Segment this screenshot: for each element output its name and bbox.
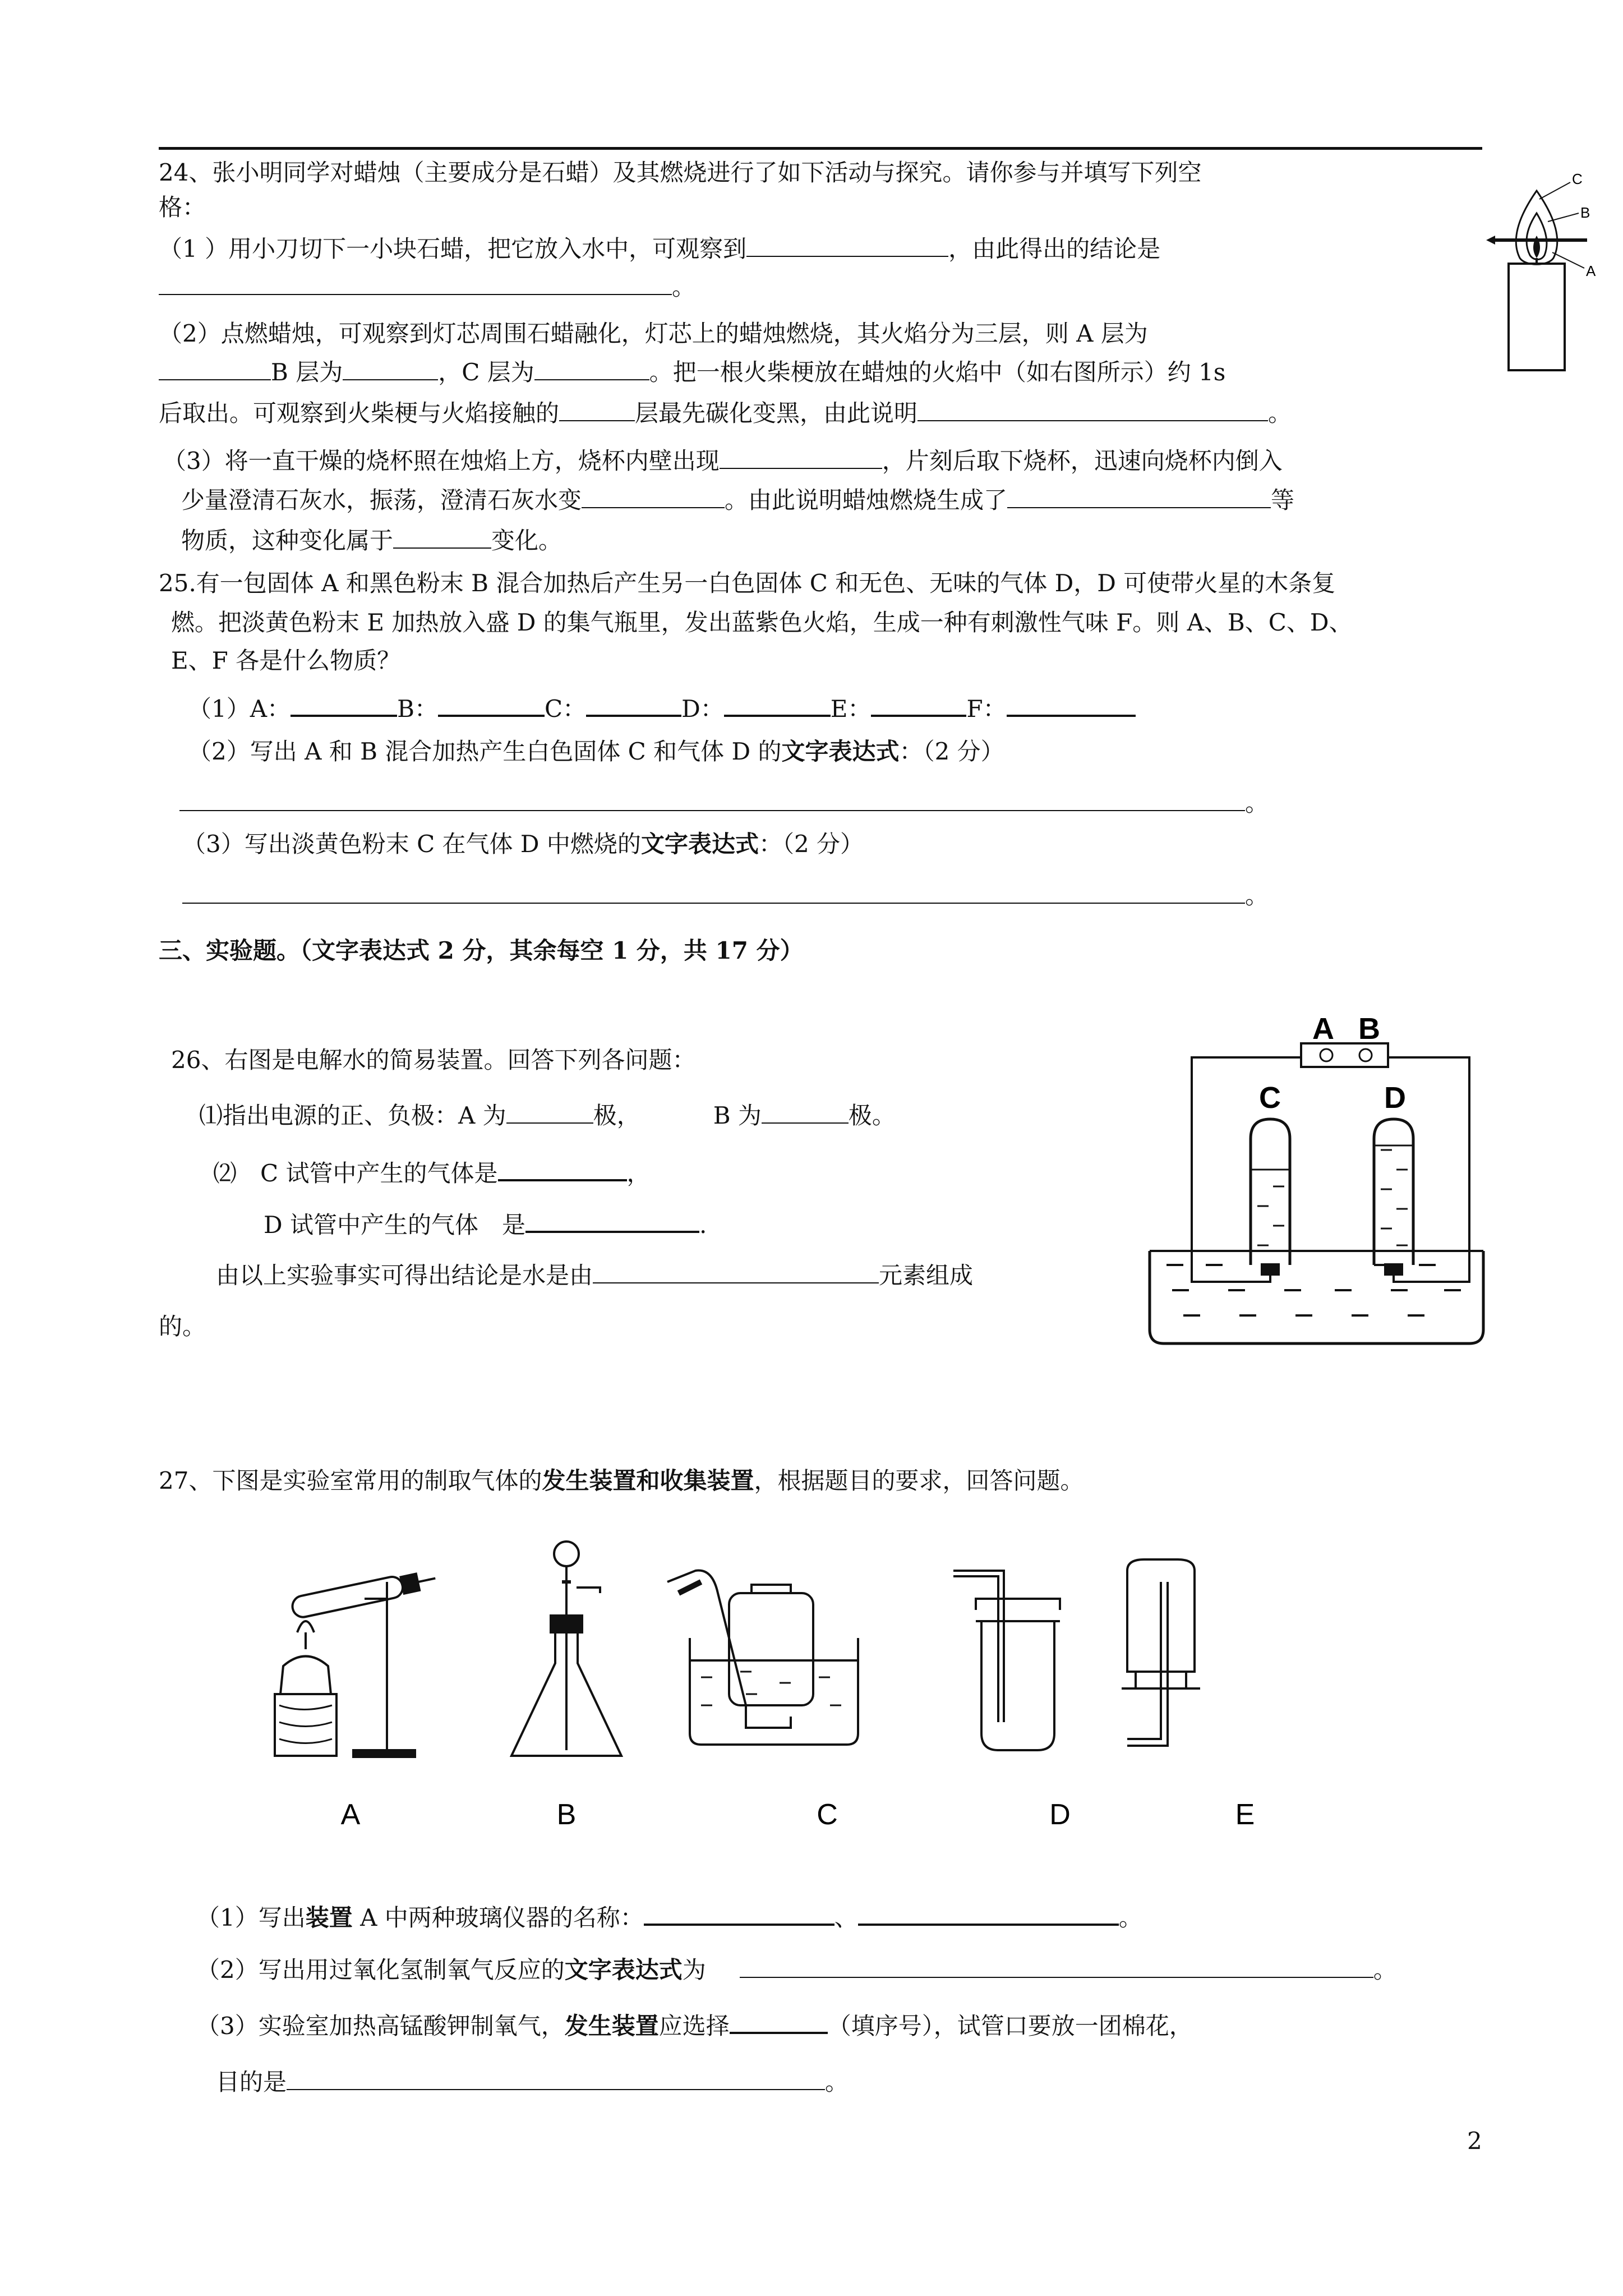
apparatus-a — [275, 1568, 437, 1757]
header-rule — [159, 147, 1482, 150]
q26-part2: ⑵ C 试管中产生的气体是 ， — [213, 1154, 651, 1190]
collecting-bottle-d — [981, 1621, 1054, 1750]
q24-part3-line2: 少量澄清石灰水，振荡，澄清石灰水变 。由此说明蜡烛燃烧生成了 等 — [181, 482, 1294, 517]
electrode-d — [1384, 1263, 1403, 1276]
q26-part1: ⑴指出电源的正、负极：A 为 极， B 为 极。 — [199, 1098, 896, 1133]
figure-label-b: B — [1580, 204, 1590, 221]
q27-intro: 27、下图是实验室常用的制取气体的发生装置和收集装置，根据题目的要求，回答问题。 — [159, 1467, 1084, 1494]
figure-label-a: A — [1586, 263, 1596, 279]
answer-blank[interactable] — [343, 355, 438, 380]
test-tube-d — [1374, 1119, 1413, 1265]
answer-blank[interactable] — [720, 443, 882, 469]
apparatus-label-c: C — [817, 1798, 838, 1831]
q25-intro-line2: 燃。把淡黄色粉末 E 加热放入盛 D 的集气瓶里，发出蓝紫色火焰，生成一种有刺激性气味 F。则 A、B、C、D、 — [171, 609, 1353, 636]
alcohol-lamp — [280, 1657, 331, 1695]
match-head-icon — [1486, 236, 1495, 245]
answer-blank[interactable] — [438, 690, 545, 717]
apparatus-label-d: D — [1049, 1798, 1071, 1831]
q26-part2-line2: D 试管中产生的气体 是 . — [264, 1206, 707, 1242]
answer-blank[interactable] — [393, 523, 491, 549]
q25-intro-line1: 25.有一包固体 A 和黑色粉末 B 混合加热后产生另一白色固体 C 和无色、无味的气体 D，D 可使带火星的木条复 — [159, 569, 1336, 597]
answer-blank[interactable] — [724, 690, 831, 717]
answer-blank[interactable] — [179, 785, 1245, 811]
answer-blank[interactable] — [582, 482, 725, 508]
q24-intro-line1: 24、张小明同学对蜡烛（主要成分是石蜡）及其燃烧进行了如下活动与探究。请你参与并填写下列空 — [159, 159, 1202, 186]
candle-flame-figure — [1486, 168, 1610, 381]
apparatus-label-b: B — [556, 1798, 577, 1831]
lamp-flame-icon — [297, 1621, 314, 1632]
figure-label-a: A — [1312, 1012, 1334, 1046]
answer-blank[interactable] — [182, 878, 1245, 904]
terminal-a-icon — [1320, 1049, 1332, 1061]
q25-part1: （1）A： B： C： D： E： F： — [188, 690, 1136, 726]
apparatus-c — [667, 1571, 858, 1745]
apparatus-d — [953, 1571, 1060, 1750]
q27-part3: （3）实验室加热高锰酸钾制氧气，发生装置应选择 （填序号），试管口要放一团棉花， — [196, 2007, 1193, 2043]
answer-blank[interactable] — [746, 231, 948, 257]
q27-part1: （1）写出装置 A 中两种玻璃仪器的名称： 、 。 — [196, 1899, 1142, 1935]
answer-blank[interactable] — [498, 1154, 627, 1181]
iron-stand-base — [353, 1750, 415, 1757]
answer-blank[interactable] — [871, 690, 966, 717]
q27-part2: （2）写出用过氧化氢制氧气反应的文字表达式为 。 — [196, 1952, 1397, 1987]
q24-part2-line3: 后取出。可观察到火柴梗与火焰接触的 层最先碳化变黑，由此说明 。 — [159, 395, 1292, 430]
answer-blank[interactable] — [730, 2007, 828, 2034]
q24-part2-line2: B 层为 ，C 层为 。把一根火柴梗放在蜡烛的火焰中（如右图所示）约 1s — [159, 355, 1225, 389]
answer-blank[interactable] — [559, 395, 635, 421]
q25-part3-answer: 。 — [182, 878, 1269, 913]
figure-label-b: B — [1358, 1012, 1380, 1046]
q24-part3: （3）将一直干燥的烧杯照在烛焰上方，烧杯内壁出现 ，片刻后取下烧杯，迅速向烧杯内倒入 — [163, 443, 1283, 478]
answer-blank[interactable] — [593, 1258, 879, 1283]
answer-blank[interactable] — [917, 395, 1268, 421]
q25-part3: （3）写出淡黄色粉末 C 在气体 D 中燃烧的文字表达式：（2 分） — [182, 830, 864, 858]
funnel-bulb — [554, 1542, 579, 1566]
q24-part1-cont: 。 — [159, 269, 695, 304]
q25-part2: （2）写出 A 和 B 混合加热产生白色固体 C 和气体 D 的文字表达式：（2 分） — [188, 738, 1004, 765]
apparatus-b — [511, 1542, 621, 1756]
apparatus-e — [1122, 1559, 1200, 1746]
q25-part2-answer: 。 — [179, 785, 1269, 820]
q26-part3: 由以上实验事实可得出结论是水是由 元素组成 — [216, 1258, 973, 1292]
answer-blank[interactable] — [534, 355, 649, 380]
answer-blank[interactable] — [159, 355, 271, 380]
terminal-b-icon — [1359, 1049, 1372, 1061]
test-tube-c — [1251, 1119, 1290, 1265]
q25-intro-line3: E、F 各是什么物质？ — [171, 647, 401, 674]
section-3-title: 三、实验题。（文字表达式 2 分，其余每空 1 分，共 17 分） — [159, 937, 804, 964]
figure-label-d: D — [1384, 1081, 1406, 1115]
page-number: 2 — [1467, 2127, 1482, 2155]
answer-blank[interactable] — [287, 2064, 825, 2090]
long-tube-e — [1127, 1582, 1161, 1739]
candle-body — [1509, 264, 1565, 370]
answer-blank[interactable] — [762, 1098, 849, 1124]
answer-blank[interactable] — [586, 690, 681, 717]
apparatus-label-a: A — [340, 1798, 361, 1831]
answer-blank[interactable] — [1007, 690, 1136, 717]
q26-part3-cont: 的。 — [159, 1313, 206, 1340]
electrolysis-apparatus-figure — [1138, 1012, 1492, 1346]
q26-intro: 26、右图是电解水的简易装置。回答下列各问题： — [171, 1046, 696, 1074]
answer-blank[interactable] — [159, 269, 672, 295]
q27-part4: 目的是 。 — [216, 2064, 849, 2099]
answer-blank[interactable] — [858, 1899, 1119, 1926]
figure-label-c: C — [1572, 171, 1583, 187]
answer-blank[interactable] — [506, 1098, 593, 1124]
answer-blank[interactable] — [644, 1899, 834, 1926]
electrode-c — [1261, 1263, 1280, 1276]
answer-blank[interactable] — [525, 1206, 699, 1233]
answer-blank[interactable] — [291, 690, 397, 717]
power-source — [1301, 1043, 1388, 1067]
q24-intro-line2: 格： — [159, 194, 206, 221]
figure-label-c: C — [1259, 1081, 1281, 1115]
answer-blank[interactable] — [1007, 482, 1271, 508]
gas-apparatus-figure — [252, 1537, 1318, 1851]
q24-part2: （2）点燃蜡烛，可观察到灯芯周围石蜡融化，灯芯上的蜡烛燃烧，其火焰分为三层，则 A 层为 — [159, 320, 1148, 347]
apparatus-label-e: E — [1235, 1798, 1255, 1831]
q24-part3-line3: 物质，这种变化属于 变化。 — [181, 523, 562, 558]
q24-part1: （1 ）用小刀切下一小块石蜡，把它放入水中，可观察到 ，由此得出的结论是 — [159, 231, 1160, 266]
answer-blank[interactable] — [740, 1952, 1373, 1978]
wooden-block — [275, 1694, 336, 1756]
rubber-stopper — [551, 1616, 582, 1632]
